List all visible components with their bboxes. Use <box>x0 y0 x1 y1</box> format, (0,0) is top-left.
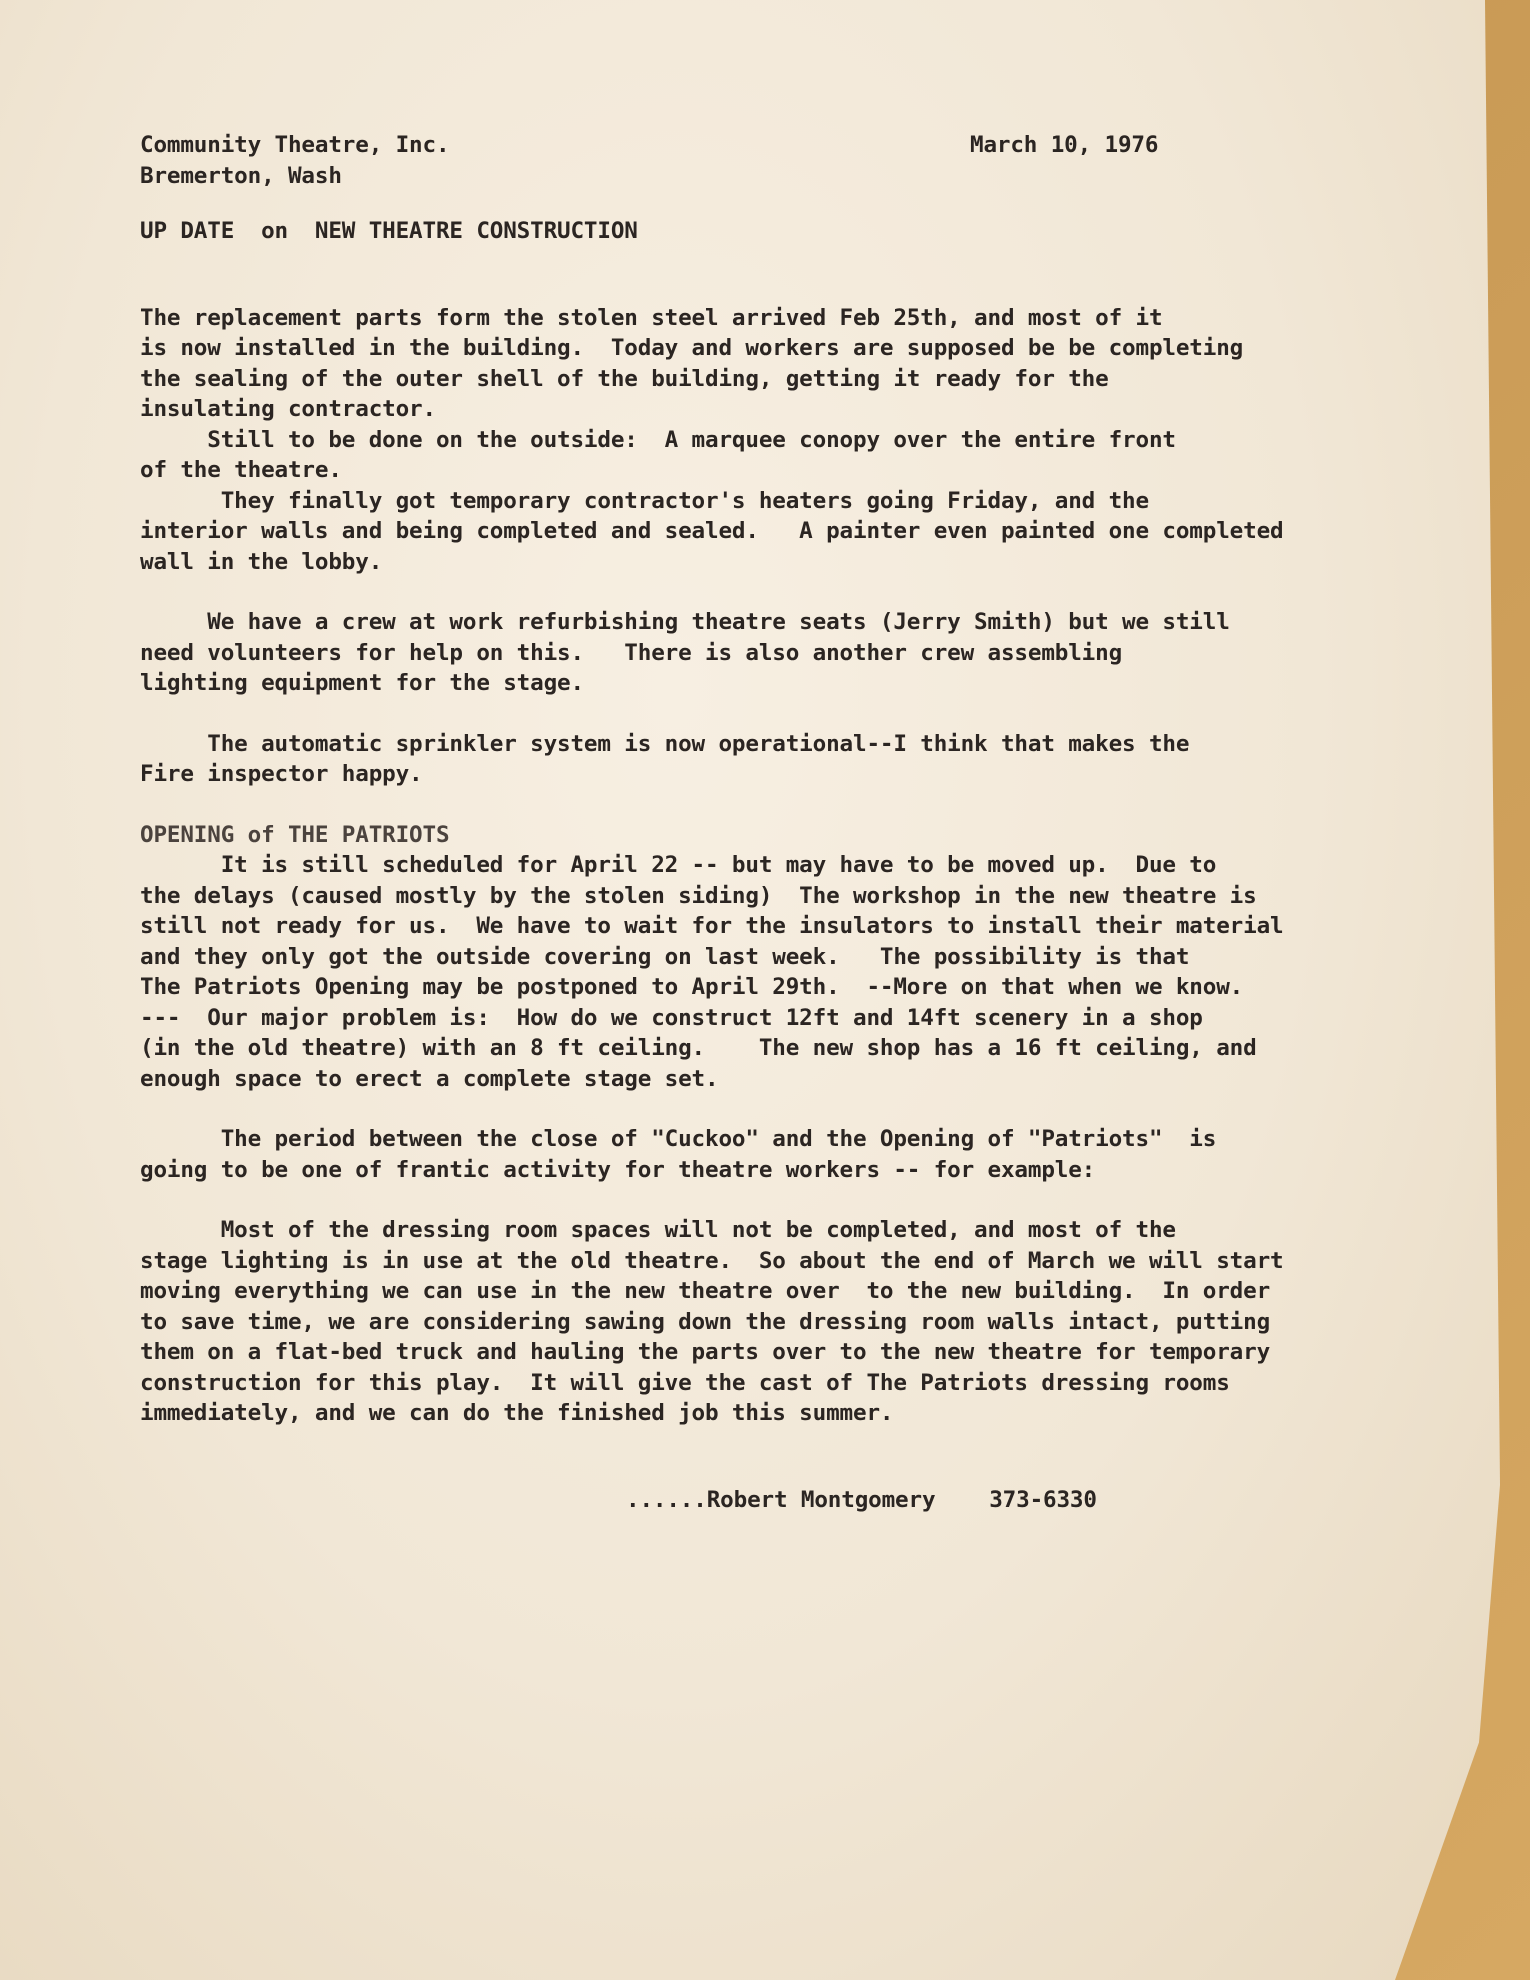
text-line: is now installed in the building. Today and workers are supposed be be completing <box>140 335 1244 361</box>
text-line: Still to be done on the outside: A marquee conopy over the entire front <box>140 426 1176 453</box>
text-line: enough space to erect a complete stage set. <box>140 1065 719 1092</box>
spacer <box>140 247 1480 303</box>
text-line: wall in the lobby. <box>140 548 383 575</box>
text-line: They finally got temporary contractor's heaters going Friday, and the <box>140 487 1149 514</box>
spacer <box>140 1429 1480 1485</box>
text-line: It is still scheduled for April 22 -- but may have to be moved up. Due to <box>140 852 1217 878</box>
paragraph-dressing-rooms <box>140 1215 1480 1429</box>
paragraph-sprinkler <box>140 729 1480 790</box>
text-line: --- Our major problem is: How do we construct 12ft and 14ft scenery in a shop <box>140 1004 1203 1031</box>
text-line: Fire inspector happy. <box>140 761 423 787</box>
text-line: to save time, we are considering sawing down the dressing room walls intact, putting <box>140 1308 1271 1335</box>
spacer <box>140 1094 1480 1124</box>
text-line: insulating contractor. <box>140 396 436 422</box>
text-line: The period between the close of "Cuckoo" and the Opening of "Patriots" is <box>140 1126 1217 1152</box>
text-line: stage lighting is in use at the old theatre. So about the end of March we will start <box>140 1247 1284 1274</box>
text-line: immediately, and we can do the finished job this summer. <box>140 1400 894 1426</box>
header-row <box>140 130 1480 161</box>
organization-location: Bremerton, Wash <box>140 162 342 189</box>
paragraph-opening-schedule <box>140 850 1480 1094</box>
section-heading: OPENING of THE PATRIOTS <box>140 821 450 848</box>
text-line: The automatic sprinkler system is now operational--I think that makes the <box>140 730 1190 757</box>
text-line: going to be one of frantic activity for theatre workers -- for example: <box>140 1156 1096 1183</box>
spacer <box>140 577 1480 607</box>
text-line: the delays (caused mostly by the stolen siding) The workshop in the new theatre is <box>140 882 1257 909</box>
paragraph-construction-progress <box>140 303 1480 578</box>
text-line: The Patriots Opening may be postponed to April 29th. --More on that when we know. <box>140 974 1244 1000</box>
text-line: and they only got the outside covering on last week. The possibility is that <box>140 943 1190 970</box>
text-line: interior walls and being completed and sealed. A painter even painted one completed <box>140 518 1284 544</box>
paragraph-theatre-seats <box>140 607 1480 699</box>
spacer <box>140 191 1480 216</box>
text-line: the sealing of the outer shell of the building, getting it ready for the <box>140 365 1109 392</box>
paragraph-frantic-activity <box>140 1124 1480 1185</box>
text-line: The replacement parts form the stolen steel arrived Feb 25th, and most of it <box>140 304 1163 331</box>
spacer <box>140 1185 1480 1215</box>
text-line: We have a crew at work refurbishing theatre seats (Jerry Smith) but we still <box>140 609 1230 635</box>
text-line: still not ready for us. We have to wait for the insulators to install their material <box>140 913 1284 939</box>
letter-date: March 10, 1976 <box>970 132 1159 158</box>
text-line: them on a flat-bed truck and hauling the parts over to the new theatre for temporary <box>140 1339 1271 1365</box>
text-line: moving everything we can use in the new theatre over to the new building. In order <box>140 1278 1271 1304</box>
signature: ......Robert Montgomery 373-6330 <box>626 1486 1097 1513</box>
organization-name: Community Theatre, Inc. <box>140 132 450 158</box>
text-line: (in the old theatre) with an 8 ft ceiling. The new shop has a 16 ft ceiling, and <box>140 1035 1257 1061</box>
text-line: of the theatre. <box>140 457 342 483</box>
subject-line: UP DATE on NEW THEATRE CONSTRUCTION <box>140 218 638 244</box>
text-line: construction for this play. It will give the cast of The Patriots dressing rooms <box>140 1369 1230 1396</box>
spacer <box>140 790 1480 820</box>
spacer <box>140 699 1480 729</box>
text-line: need volunteers for help on this. There is also another crew assembling <box>140 639 1123 666</box>
text-line: Most of the dressing room spaces will not be completed, and most of the <box>140 1217 1176 1243</box>
typed-letter <box>140 130 1480 1515</box>
text-line: lighting equipment for the stage. <box>140 670 584 696</box>
